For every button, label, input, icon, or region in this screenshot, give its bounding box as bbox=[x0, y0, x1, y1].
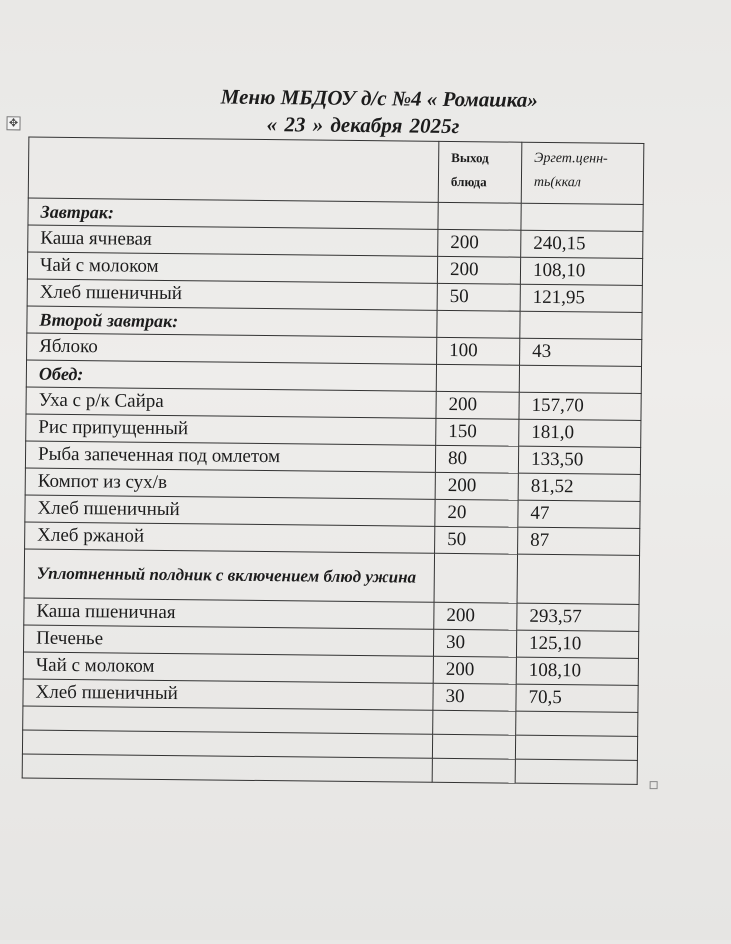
dish-name-cell[interactable] bbox=[22, 754, 432, 782]
output-cell[interactable]: 50 bbox=[437, 283, 520, 311]
energy-cell[interactable] bbox=[520, 311, 642, 339]
energy-cell[interactable]: 181,0 bbox=[519, 419, 641, 447]
dish-name-cell[interactable]: Второй завтрак: bbox=[27, 306, 437, 337]
dish-name-cell[interactable]: Каша пшеничная bbox=[24, 598, 434, 629]
menu-date: « 23 » декабря 2025г bbox=[266, 112, 460, 139]
energy-cell[interactable] bbox=[519, 365, 641, 393]
energy-cell[interactable]: 43 bbox=[520, 338, 642, 366]
dish-name-cell[interactable]: Рыба запеченная под омлетом bbox=[25, 441, 435, 472]
output-cell[interactable]: 150 bbox=[436, 418, 519, 446]
dish-name-cell[interactable]: Хлеб пшеничный bbox=[23, 679, 433, 710]
dish-name-cell[interactable]: Хлеб пшеничный bbox=[27, 279, 437, 310]
output-cell[interactable]: 30 bbox=[433, 683, 516, 711]
energy-cell[interactable]: 133,50 bbox=[518, 446, 640, 474]
energy-cell[interactable] bbox=[515, 735, 637, 760]
header-output-cell[interactable]: Выход блюда bbox=[438, 141, 522, 203]
output-cell[interactable]: 20 bbox=[435, 499, 518, 527]
energy-cell[interactable]: 121,95 bbox=[520, 284, 642, 312]
output-cell[interactable]: 200 bbox=[435, 472, 518, 500]
energy-cell[interactable]: 87 bbox=[518, 527, 640, 555]
menu-table bbox=[22, 137, 645, 785]
dish-name-cell[interactable]: Каша ячневая bbox=[28, 225, 438, 256]
output-cell[interactable]: 80 bbox=[435, 445, 518, 473]
output-cell[interactable] bbox=[437, 310, 520, 338]
menu-table-body bbox=[22, 137, 644, 784]
dish-name-cell[interactable]: Яблоко bbox=[27, 333, 437, 364]
output-cell[interactable] bbox=[432, 758, 515, 783]
dish-name-cell[interactable]: Хлеб пшеничный bbox=[25, 495, 435, 526]
output-cell[interactable]: 200 bbox=[433, 656, 516, 684]
output-cell[interactable] bbox=[433, 710, 516, 735]
dish-name-cell[interactable]: Хлеб ржаной bbox=[25, 522, 435, 553]
output-cell[interactable] bbox=[434, 553, 518, 603]
energy-cell[interactable]: 47 bbox=[518, 500, 640, 528]
energy-cell[interactable]: 108,10 bbox=[516, 657, 638, 685]
energy-cell[interactable] bbox=[515, 759, 637, 784]
dish-name-cell[interactable]: Рис припущенный bbox=[26, 414, 436, 445]
energy-cell[interactable]: 108,10 bbox=[520, 257, 642, 285]
energy-cell[interactable] bbox=[517, 554, 640, 604]
dish-name-cell[interactable]: Уплотненный полдник с включением блюд ужина bbox=[24, 549, 434, 602]
header-energy-cell[interactable]: Эргет.ценн-ть(ккал bbox=[521, 142, 644, 204]
table-move-handle-icon[interactable]: ✥ bbox=[6, 116, 20, 130]
output-cell[interactable]: 30 bbox=[433, 629, 516, 657]
energy-cell[interactable] bbox=[521, 203, 643, 231]
dish-name-cell[interactable]: Чай с молоком bbox=[23, 652, 433, 683]
dish-name-cell[interactable]: Завтрак: bbox=[28, 198, 438, 229]
table-header-row bbox=[28, 137, 644, 204]
energy-cell[interactable]: 293,57 bbox=[517, 603, 639, 631]
section-row bbox=[24, 549, 639, 604]
energy-cell[interactable]: 157,70 bbox=[519, 392, 641, 420]
dish-name-cell[interactable]: Компот из сух/в bbox=[25, 468, 435, 499]
dish-name-cell[interactable]: Уха с р/к Сайра bbox=[26, 387, 436, 418]
energy-cell[interactable]: 70,5 bbox=[516, 684, 638, 712]
energy-cell[interactable]: 81,52 bbox=[518, 473, 640, 501]
dish-name-cell[interactable]: Чай с молоком bbox=[27, 252, 437, 283]
output-cell[interactable] bbox=[438, 202, 521, 230]
output-cell[interactable]: 200 bbox=[438, 229, 521, 257]
dish-name-cell[interactable]: Печенье bbox=[23, 625, 433, 656]
empty-row bbox=[22, 754, 637, 784]
energy-cell[interactable] bbox=[516, 711, 638, 736]
table-resize-handle[interactable] bbox=[650, 781, 658, 789]
header-dish-cell[interactable] bbox=[28, 137, 439, 202]
output-cell[interactable] bbox=[436, 364, 519, 392]
output-cell[interactable]: 50 bbox=[435, 526, 518, 554]
output-cell[interactable] bbox=[432, 734, 515, 759]
output-cell[interactable]: 100 bbox=[437, 337, 520, 365]
energy-cell[interactable]: 240,15 bbox=[521, 230, 643, 258]
output-cell[interactable]: 200 bbox=[437, 256, 520, 284]
menu-title: Меню МБДОУ д/с №4 « Ромашка» bbox=[220, 84, 539, 112]
output-cell[interactable]: 200 bbox=[434, 602, 517, 630]
energy-cell[interactable]: 125,10 bbox=[516, 630, 638, 658]
dish-name-cell[interactable]: Обед: bbox=[26, 360, 436, 391]
output-cell[interactable]: 200 bbox=[436, 391, 519, 419]
